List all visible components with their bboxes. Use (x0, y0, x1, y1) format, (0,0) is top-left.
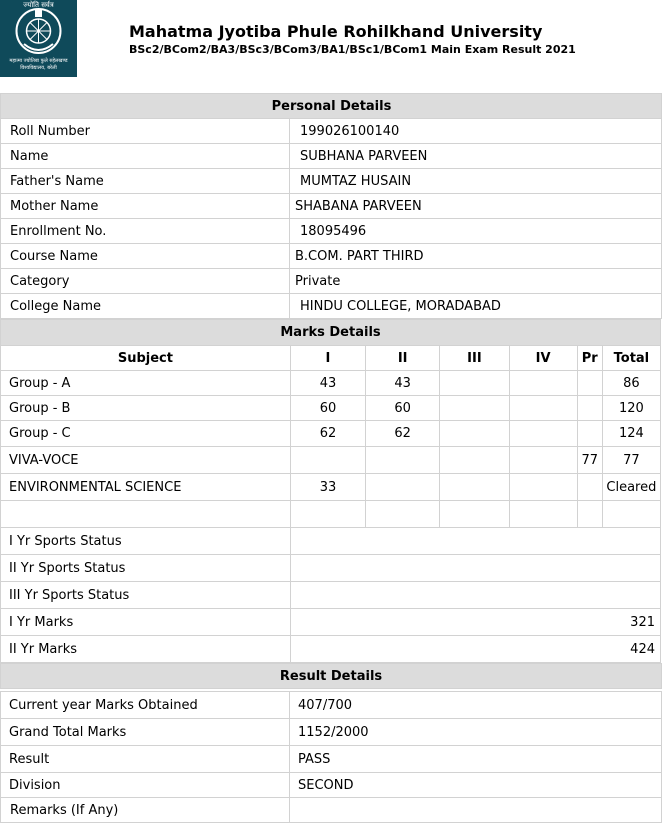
marks-cell (577, 474, 602, 501)
table-row (1, 636, 661, 663)
sports-2-label: II Yr Sports Status (1, 555, 291, 582)
yr2-marks-label: II Yr Marks (1, 636, 291, 663)
marks-cell (440, 474, 509, 501)
yr2-marks-value: 424 (290, 636, 660, 663)
result-row (1, 692, 662, 719)
result-row (1, 746, 662, 773)
marks-cell (440, 371, 509, 396)
marks-cell (366, 474, 440, 501)
marks-cell: 43 (366, 371, 440, 396)
marks-cell: 60 (290, 396, 365, 421)
marks-cell (509, 501, 577, 528)
marks-cell (366, 447, 440, 474)
personal-row (1, 269, 662, 294)
marks-cell (509, 371, 577, 396)
personal-details-table (0, 93, 662, 319)
total-cell: 77 (602, 447, 660, 474)
mother-name-label: Mother Name (1, 194, 290, 219)
table-row (1, 582, 661, 609)
table-row (1, 528, 661, 555)
col-subject: Subject (1, 346, 291, 371)
name-value: SUBHANA PARVEEN (290, 144, 662, 169)
result-value: PASS (290, 746, 662, 773)
total-cell: 120 (602, 396, 660, 421)
university-name: Mahatma Jyotiba Phule Rohilkhand University (129, 22, 543, 41)
table-row (1, 447, 661, 474)
yr1-marks-value: 321 (290, 609, 660, 636)
mother-name-value: SHABANA PARVEEN (290, 194, 662, 219)
personal-row (1, 244, 662, 269)
logo-text-top: ज्योति सर्वत्र (23, 1, 54, 9)
personal-row (1, 194, 662, 219)
marks-cell (440, 501, 509, 528)
total-cell: Cleared (602, 474, 660, 501)
marks-details-heading: Marks Details (1, 320, 661, 346)
table-row (1, 609, 661, 636)
marks-cell (509, 421, 577, 447)
category-value: Private (290, 269, 662, 294)
division-value: SECOND (290, 773, 662, 798)
col-practical: Pr (577, 346, 602, 371)
marks-cell (577, 501, 602, 528)
sports-3-value (290, 582, 660, 609)
table-row (1, 371, 661, 396)
marks-cell: 33 (290, 474, 365, 501)
result-row (1, 798, 662, 823)
college-name-label: College Name (1, 294, 290, 319)
col-paper-1: I (290, 346, 365, 371)
sports-3-label: III Yr Sports Status (1, 582, 291, 609)
personal-row (1, 294, 662, 319)
remarks-label: Remarks (If Any) (1, 798, 290, 823)
col-paper-3: III (440, 346, 509, 371)
result-row (1, 719, 662, 746)
marks-cell: 62 (366, 421, 440, 447)
subject-cell: Group - B (1, 396, 291, 421)
marks-cell: 43 (290, 371, 365, 396)
marks-cell (509, 447, 577, 474)
personal-row (1, 169, 662, 194)
college-name-value: HINDU COLLEGE, MORADABAD (290, 294, 662, 319)
marks-cell (577, 396, 602, 421)
title-block (129, 22, 576, 57)
subject-cell: ENVIRONMENTAL SCIENCE (1, 474, 291, 501)
marks-cell (440, 421, 509, 447)
marks-header-row (1, 346, 661, 371)
col-paper-4: IV (509, 346, 577, 371)
marks-cell: 77 (577, 447, 602, 474)
remarks-value (290, 798, 662, 823)
marks-cell: 62 (290, 421, 365, 447)
father-name-label: Father's Name (1, 169, 290, 194)
division-label: Division (1, 773, 290, 798)
marks-cell (509, 396, 577, 421)
sports-1-label: I Yr Sports Status (1, 528, 291, 555)
table-row (1, 474, 661, 501)
grand-total-label: Grand Total Marks (1, 719, 290, 746)
sports-2-value (290, 555, 660, 582)
personal-row (1, 119, 662, 144)
current-marks-value: 407/700 (290, 692, 662, 719)
col-total: Total (602, 346, 660, 371)
enrollment-label: Enrollment No. (1, 219, 290, 244)
marks-cell (366, 501, 440, 528)
table-row (1, 396, 661, 421)
result-details-table (0, 663, 662, 823)
category-label: Category (1, 269, 290, 294)
result-row (1, 773, 662, 798)
subject-cell: Group - C (1, 421, 291, 447)
current-marks-label: Current year Marks Obtained (1, 692, 290, 719)
result-details-heading: Result Details (1, 664, 662, 689)
roll-number-label: Roll Number (1, 119, 290, 144)
marks-cell (290, 447, 365, 474)
subject-cell (1, 501, 291, 528)
sports-1-value (290, 528, 660, 555)
university-logo (0, 0, 77, 77)
marks-cell: 60 (366, 396, 440, 421)
logo-text-bottom: महात्मा ज्योतिबा फुले रुहेलखण्ड विश्वविद्यालय, बरेली (9, 58, 68, 71)
personal-row (1, 144, 662, 169)
table-row (1, 555, 661, 582)
result-label: Result (1, 746, 290, 773)
personal-row (1, 219, 662, 244)
total-cell: 124 (602, 421, 660, 447)
yr1-marks-label: I Yr Marks (1, 609, 291, 636)
exam-name: BSc2/BCom2/BA3/BSc3/BCom3/BA1/BSc1/BCom1 Main Exam Result 2021 (129, 43, 576, 56)
subject-cell: VIVA-VOCE (1, 447, 291, 474)
marks-cell (577, 421, 602, 447)
name-label: Name (1, 144, 290, 169)
total-cell (602, 501, 660, 528)
total-cell: 86 (602, 371, 660, 396)
father-name-value: MUMTAZ HUSAIN (290, 169, 662, 194)
course-name-value: B.COM. PART THIRD (290, 244, 662, 269)
table-row (1, 501, 661, 528)
page-header (0, 0, 664, 88)
enrollment-value: 18095496 (290, 219, 662, 244)
course-name-label: Course Name (1, 244, 290, 269)
table-row (1, 421, 661, 447)
grand-total-value: 1152/2000 (290, 719, 662, 746)
roll-number-value: 199026100140 (290, 119, 662, 144)
marks-cell (509, 474, 577, 501)
subject-cell: Group - A (1, 371, 291, 396)
marks-cell (440, 447, 509, 474)
col-paper-2: II (366, 346, 440, 371)
marks-cell (577, 371, 602, 396)
marks-details-table (0, 319, 661, 663)
personal-details-heading: Personal Details (1, 94, 662, 119)
marks-cell (440, 396, 509, 421)
marks-cell (290, 501, 365, 528)
